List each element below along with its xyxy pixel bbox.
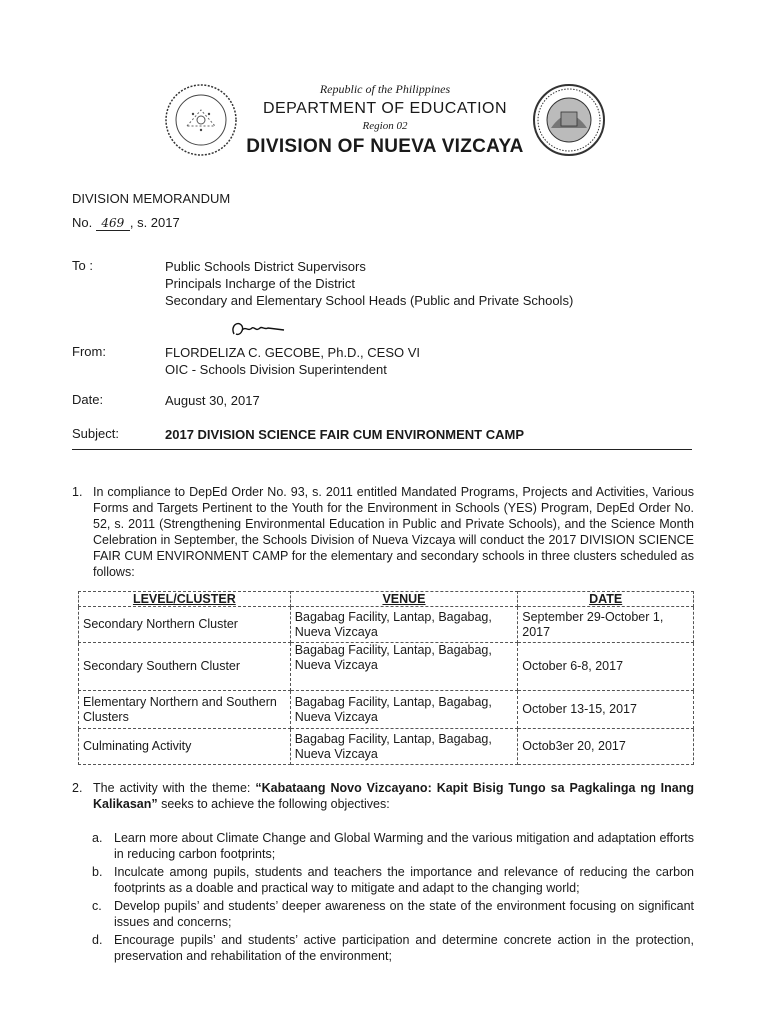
date-label: Date: [72,392,104,407]
memo-type: DIVISION MEMORANDUM [72,191,231,206]
memo-number-prefix: No. [72,215,93,230]
from-title: OIC - Schools Division Superintendent [165,362,387,377]
table-cell: Culminating Activity [79,729,291,765]
division-name: DIVISION OF NUEVA VIZCAYA [246,136,524,157]
table-cell: October 6-8, 2017 [518,643,694,691]
table-cell: Secondary Northern Cluster [79,607,291,643]
objective-text: Encourage pupils’ and students’ active participation and determine concrete action in the protection, preservation and rehabilitation of the environment; [114,933,694,963]
to-label: To : [72,258,93,273]
region-line: Region 02 [362,120,408,132]
table-row [79,643,694,691]
to-line: Public Schools District Supervisors [165,259,366,274]
objective-text: Develop pupils’ and students’ deeper awareness on the state of the environment focusing on significant issues and concerns; [114,899,694,929]
paragraph-text [93,780,694,812]
table-row [79,729,694,765]
from-name: FLORDELIZA C. GECOBE, Ph.D., CESO VI [165,345,421,360]
date-value: August 30, 2017 [165,393,260,408]
from-block [165,344,420,378]
table-cell: Bagabag Facility, Lantap, Bagabag, Nueva Vizcaya [290,643,518,691]
from-label: From: [72,344,106,359]
objective-item [92,898,694,930]
table-cell: Bagabag Facility, Lantap, Bagabag, Nueva Vizcaya [290,729,518,765]
paragraph-number: 1. [72,485,83,499]
objective-letter: c. [92,899,102,913]
paragraph-text: In compliance to DepEd Order No. 93, s. 2011 entitled Mandated Programs, Projects and Activities, Various Forms and Targets Pertinent to the Youth for the Environment in Schools (YES) Program, DepEd Order No. 52, s. 2011 (Strengthening Environmental Education in Public and Private Schools), and the Science Month Celebration in September, the Schools Division of Nueva Vizcaya will conduct the 2017 DIVISION SCIENCE FAIR CUM ENVIRONMENT CAMP for the elementary and secondary schools in three clusters scheduled as follows: [93,485,694,579]
table-row [79,607,694,643]
header-divider [72,449,692,450]
republic-line: Republic of the Philippines [319,82,451,96]
column-header: DATE [518,592,694,607]
table-cell: Bagabag Facility, Lantap, Bagabag, Nueva Vizcaya [290,607,518,643]
schedule-table [78,591,694,765]
table-row [79,691,694,729]
to-recipients [165,258,573,309]
paragraph-2 [72,780,694,812]
table-cell: October 13-15, 2017 [518,691,694,729]
objective-item [92,830,694,862]
objective-item [92,864,694,896]
signature-icon [228,316,288,344]
to-line: Principals Incharge of the District [165,276,356,291]
memo-number-suffix: , s. 2017 [129,215,180,230]
paragraph-1 [72,484,694,580]
table-cell: September 29-October 1, 2017 [518,607,694,643]
objective-letter: d. [92,933,103,947]
table-cell: Octob3er 20, 2017 [518,729,694,765]
theme-outro: seeks to achieve the following objectives: [157,797,390,811]
column-header: VENUE [290,592,518,607]
memo-number [72,215,180,231]
paragraph-number: 2. [72,781,83,795]
objective-letter: a. [92,831,103,845]
table-cell: Secondary Southern Cluster [79,643,291,691]
theme-title: “Kabataang Novo Vizcayano: Kapit Bisig Tungo sa Pagkalinga ng Inang Kalikasan” [93,781,694,811]
deped-seal-icon [163,82,239,158]
objective-text: Learn more about Climate Change and Global Warming and the various mitigation and adaptation efforts in reducing carbon footprints; [114,831,694,861]
subject-label: Subject: [72,426,119,441]
table-header-row [79,592,694,607]
division-seal-icon [531,82,607,158]
department-name: DEPARTMENT OF EDUCATION [262,100,508,117]
theme-intro: The activity with the theme: [93,781,256,795]
objective-text: Inculcate among pupils, students and teachers the importance and relevance of reducing the carbon footprints as a doable and practical way to mitigate and adapt to the changing world; [114,865,694,895]
table-cell: Elementary Northern and Southern Clusters [79,691,291,729]
memo-number-value: 469 [96,216,130,231]
table-cell: Bagabag Facility, Lantap, Bagabag, Nueva Vizcaya [290,691,518,729]
subject-value: 2017 DIVISION SCIENCE FAIR CUM ENVIRONMENT CAMP [165,427,524,442]
objective-item [92,932,694,964]
column-header: LEVEL/CLUSTER [79,592,291,607]
to-line: Secondary and Elementary School Heads (Public and Private Schools) [165,293,574,308]
objective-letter: b. [92,865,103,879]
